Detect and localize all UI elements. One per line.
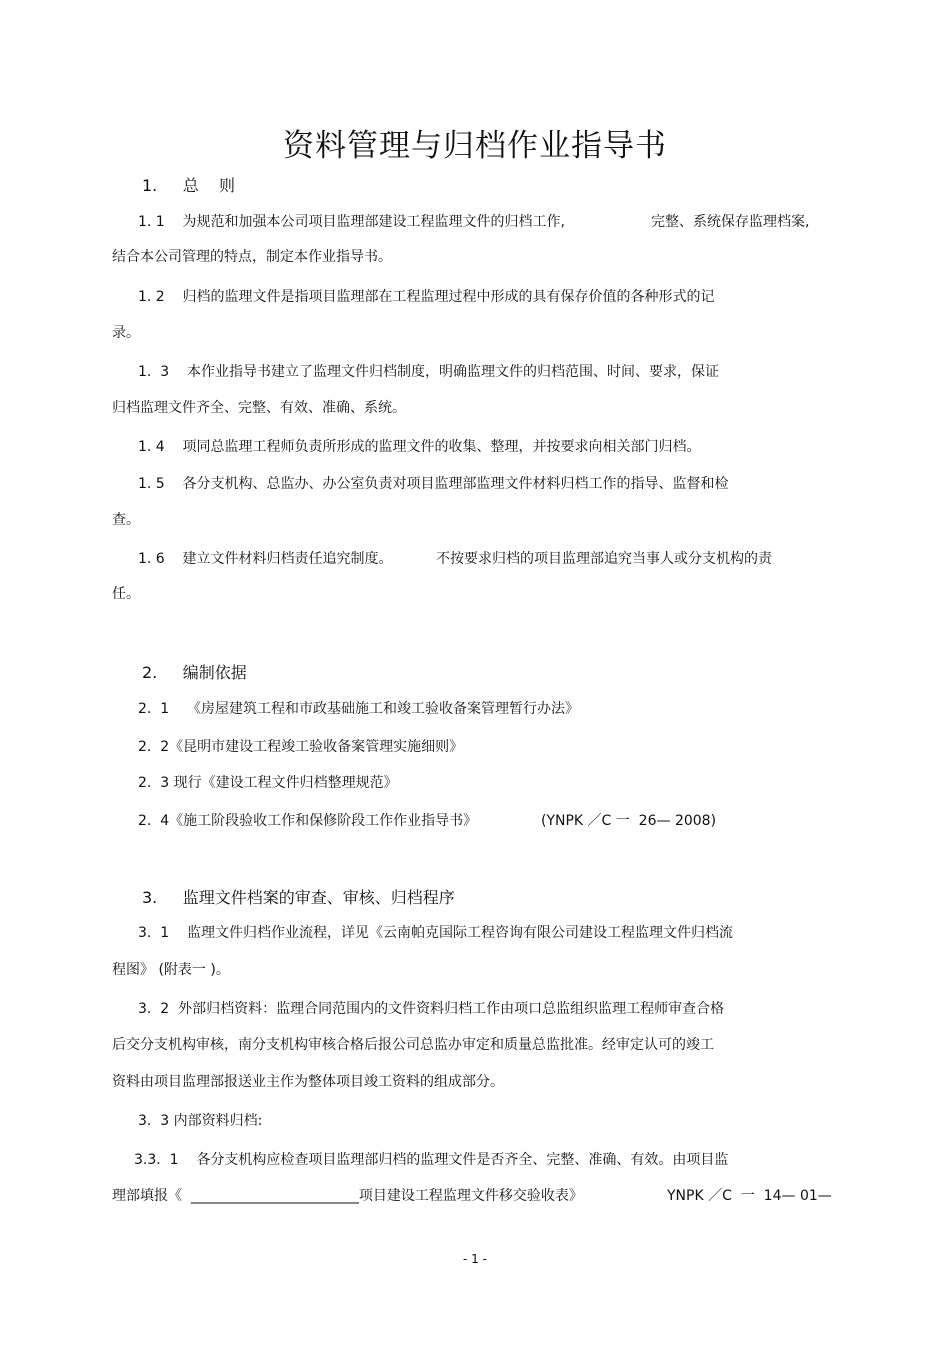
para-3-2: 3. 2 外部归档资料：监理合同范围内的文件资料归档工作由项口总监组织监理工程师审查合格 (138, 1001, 725, 1017)
para-1-6: 1. 6 建立文件材料归档责任追究制度。 (138, 551, 393, 567)
para-1-2: 1. 2 归档的监理文件是指项目监理部在工程监理过程中形成的具有保存价值的各种形式的记 (138, 289, 715, 305)
para-1-3-line2: 归档监理文件齐全、完整、有效、准确、系统。 (112, 400, 406, 416)
page-number: - 1 - (463, 1252, 487, 1266)
para-3-3: 3. 3 内部资料归档: (138, 1113, 263, 1129)
para-3-1: 3. 1 监理文件归档作业流程，详见《云南帕克国际工程咨询有限公司建设工程监理文件归档流 (138, 925, 733, 941)
section-2-heading: 2. 编制依据 (142, 663, 247, 682)
para-3-2-line3: 资料由项目监理部报送业主作为整体项目竣工资料的组成部分。 (112, 1074, 504, 1090)
section-1-heading: 1. 总 则 (142, 176, 236, 195)
para-1-1-line2: 结合本公司管理的特点，制定本作业指导书。 (112, 249, 392, 265)
para-1-1: 1. 1 为规范和加强本公司项目监理部建设工程监理文件的归档工作, (138, 214, 565, 230)
para-1-2-line2: 录。 (112, 325, 140, 341)
basis-item-4-code: (YNPK ／C 一 26— 2008) (541, 813, 717, 829)
para-3-1-line2: 程图》 (附表一 )。 (112, 962, 230, 978)
para-1-6-cont: 不按要求归档的项目监理部追究当事人或分支机构的责 (436, 551, 772, 567)
basis-item-1: 2. 1 《房屋建筑工程和市政基础施工和竣工验收备案管理暂行办法》 (138, 701, 579, 717)
para-1-5-line2: 查。 (112, 512, 140, 528)
para-1-6-line2: 任。 (112, 586, 140, 602)
para-3-3-1: 3.3. 1 各分支机构应检查项目监理部归档的监理文件是否齐全、完整、准确、有效。由项目监 (134, 1152, 729, 1168)
basis-item-3: 2. 3 现行《建设工程文件归档整理规范》 (138, 775, 398, 791)
basis-item-2: 2. 2《昆明市建设工程竣工验收备案管理实施细则》 (138, 739, 464, 755)
para-1-3: 1. 3 本作业指导书建立了监理文件归档制度，明确监理文件的归档范围、时间、要求，保证 (138, 364, 719, 380)
para-1-1-cont: 完整、系统保存监理档案, (651, 214, 810, 230)
para-1-5: 1. 5 各分支机构、总监办、办公室负责对项目监理部监理文件材料归档工作的指导、监督和检 (138, 476, 729, 492)
section-3-heading: 3. 监理文件档案的审查、审核、归档程序 (142, 888, 455, 907)
para-3-3-1-code: YNPK ／C 一 14— 01— (667, 1188, 832, 1204)
document-title: 资料管理与归档作业指导书 (283, 128, 667, 164)
para-3-2-line2: 后交分支机构审核，南分支机构审核合格后报公司总监办审定和质量总监批准。经审定认可的竣工 (112, 1037, 714, 1053)
para-1-4: 1. 4 项同总监理工程师负责所形成的监理文件的收集、整理，并按要求向相关部门归档。 (138, 439, 701, 455)
para-3-3-1-line2: 理部填报《 ________________________项目建设工程监理文件移交验收表》 (112, 1188, 583, 1204)
basis-item-4: 2. 4《施工阶段验收工作和保修阶段工作作业指导书》 (138, 813, 478, 829)
